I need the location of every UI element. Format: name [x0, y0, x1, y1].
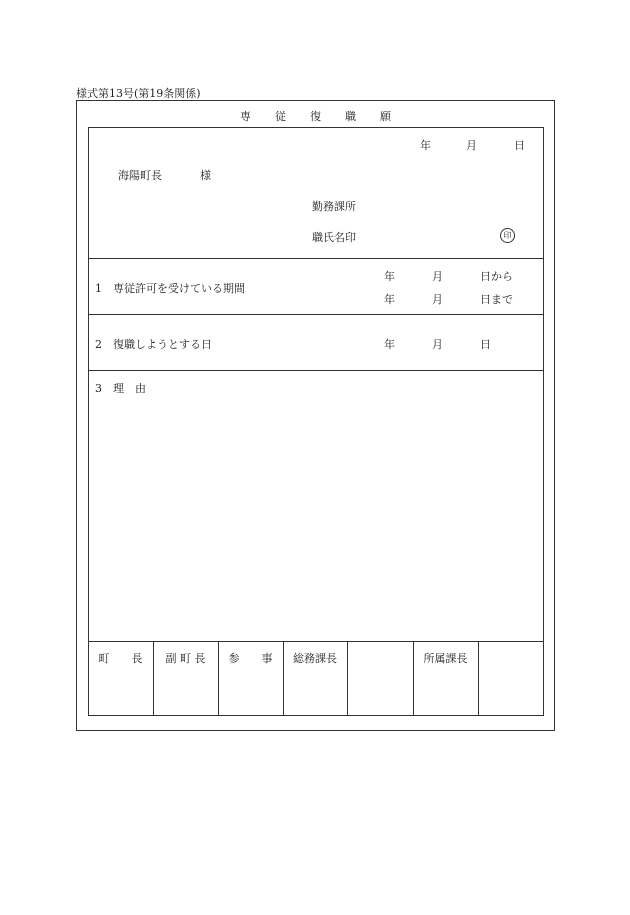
title-char: 職: [345, 110, 356, 123]
title-char: 願: [380, 110, 391, 123]
approval-divider: [478, 641, 479, 715]
approval-general-affairs-label: 総務課長: [293, 652, 337, 665]
approval-mayor-label: 町 長: [98, 652, 143, 665]
addressee-honorific: 様: [200, 169, 211, 182]
approval-deputy-mayor-label: 副 町 長: [165, 652, 206, 665]
period-from-day: 日から: [480, 270, 513, 283]
return-date-year: 年: [384, 338, 395, 351]
name-seal-label: 職氏名印: [312, 231, 356, 244]
department-label: 勤務課所: [312, 200, 356, 213]
header-date-day: 日: [514, 139, 525, 152]
section2-label: 2 復職しようとする日: [95, 338, 212, 351]
title-char: 復: [310, 110, 321, 123]
approval-section-chief-label: 所属課長: [423, 652, 468, 665]
form-table: [88, 127, 544, 716]
period-from-month: 月: [432, 270, 443, 283]
period-to-month: 月: [432, 293, 443, 306]
header-date-year: 年: [420, 139, 431, 152]
header-date-month: 月: [466, 139, 477, 152]
row-divider: [88, 258, 544, 259]
seal-mark-icon: 印: [500, 228, 515, 243]
addressee-name: 海陽町長: [118, 169, 162, 182]
section1-label: 1 専従許可を受けている期間: [95, 282, 245, 295]
approval-counselor-label: 参 事: [228, 652, 273, 665]
title-char: 従: [275, 110, 286, 123]
row-divider: [88, 314, 544, 315]
period-to-year: 年: [384, 293, 395, 306]
period-from-year: 年: [384, 270, 395, 283]
row-divider: [88, 641, 544, 642]
form-number-label: 様式第13号(第19条関係): [76, 87, 201, 100]
section3-label: 3 理 由: [95, 382, 146, 395]
row-divider: [88, 370, 544, 371]
title-char: 専: [240, 110, 251, 123]
return-date-day: 日: [480, 338, 491, 351]
period-to-day: 日まで: [480, 293, 513, 306]
return-date-month: 月: [432, 338, 443, 351]
approval-divider: [347, 641, 348, 715]
